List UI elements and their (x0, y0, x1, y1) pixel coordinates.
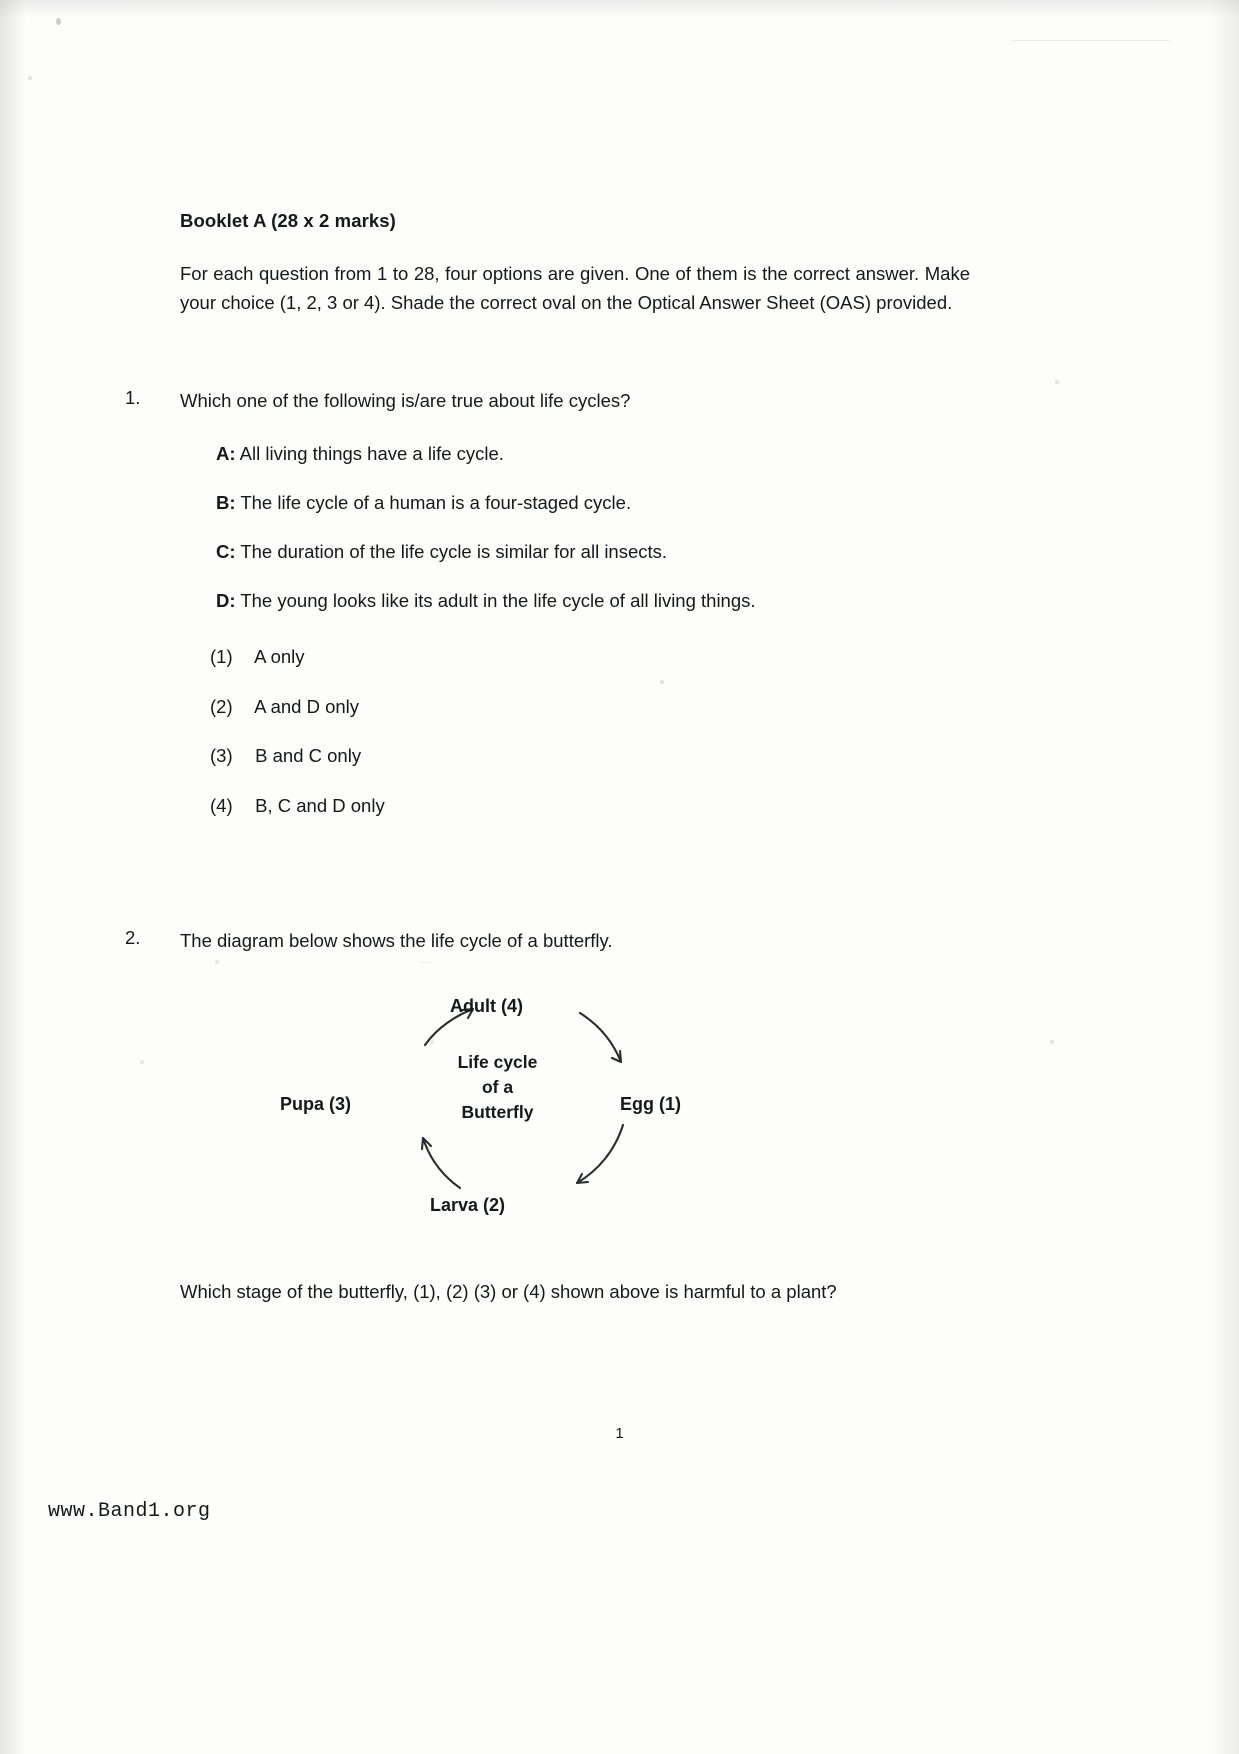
stage-label-egg: Egg (1) (620, 1093, 681, 1114)
option-2[interactable] (210, 694, 980, 720)
option-3-number: (3) (210, 745, 233, 767)
statement-c-text: The duration of the life cycle is similar for all insects. (240, 540, 668, 562)
diagram-center-label (425, 1050, 570, 1125)
question-2 (125, 927, 980, 1306)
page-number: 1 (615, 1425, 624, 1442)
question-2-follow-up: Which stage of the butterfly, (1), (2) (3) or (4) shown above is harmful to a plant? (180, 1280, 837, 1302)
statement-b-text: The life cycle of a human is a four-staged cycle. (240, 491, 632, 513)
center-label-line3: Butterfly (461, 1101, 534, 1122)
option-4-number: (4) (210, 795, 233, 817)
option-4-text: B, C and D only (255, 795, 385, 817)
scan-artifact-line (1010, 40, 1170, 41)
stage-label-larva: Larva (2) (430, 1194, 506, 1215)
document-body (125, 210, 980, 1306)
option-2-text: A and D only (254, 695, 360, 717)
scan-speck (1055, 380, 1059, 384)
option-4[interactable] (210, 793, 980, 819)
statement-c-key: C: (216, 540, 236, 562)
booklet-title: Booklet A (28 x 2 marks) (180, 210, 396, 231)
butterfly-life-cycle-diagram (275, 990, 775, 1240)
scan-speck (28, 76, 32, 80)
question-2-number: 2. (125, 927, 141, 949)
question-1-number: 1. (125, 387, 141, 409)
question-1 (125, 387, 980, 819)
question-1-options (180, 644, 980, 820)
instructions-paragraph: For each question from 1 to 28, four options are given. One of them is the correct answer. Make your choice (1, 2, 3 or 4). Shade the correct oval on the Optical Answer Sheet (OAS) provided. (180, 263, 970, 313)
scan-speck (1050, 1040, 1054, 1044)
center-label-line2: of a (481, 1076, 514, 1097)
option-1[interactable] (210, 644, 980, 670)
statement-b-key: B: (216, 491, 236, 513)
option-3[interactable] (210, 743, 980, 769)
statement-d-key: D: (216, 589, 236, 611)
question-1-statements (180, 441, 980, 614)
center-label-line1: Life cycle (457, 1051, 538, 1072)
option-2-number: (2) (210, 695, 233, 717)
page-edge-shadow-left (0, 0, 26, 1754)
question-2-stem: The diagram below shows the life cycle of a butterfly. (180, 930, 613, 952)
page-edge-shadow-top (0, 0, 1239, 18)
statement-b (216, 490, 980, 516)
option-1-text: A only (254, 645, 305, 667)
statement-c (216, 539, 980, 565)
statement-d (216, 588, 980, 614)
question-1-stem: Which one of the following is/are true about life cycles? (180, 390, 631, 412)
statement-a-key: A: (216, 443, 236, 465)
stage-label-adult: Adult (4) (450, 995, 523, 1016)
statement-a-text: All living things have a life cycle. (239, 443, 504, 465)
statement-a (216, 441, 980, 467)
page-edge-shadow-right (1209, 0, 1239, 1754)
option-1-number: (1) (210, 645, 233, 667)
footer-url: www.Band1.org (48, 1500, 211, 1523)
scan-speck (140, 1060, 144, 1064)
statement-d-text: The young looks like its adult in the life cycle of all living things. (240, 589, 756, 611)
scan-speck (56, 18, 61, 25)
stage-label-pupa: Pupa (3) (280, 1093, 352, 1114)
option-3-text: B and C only (255, 745, 362, 767)
